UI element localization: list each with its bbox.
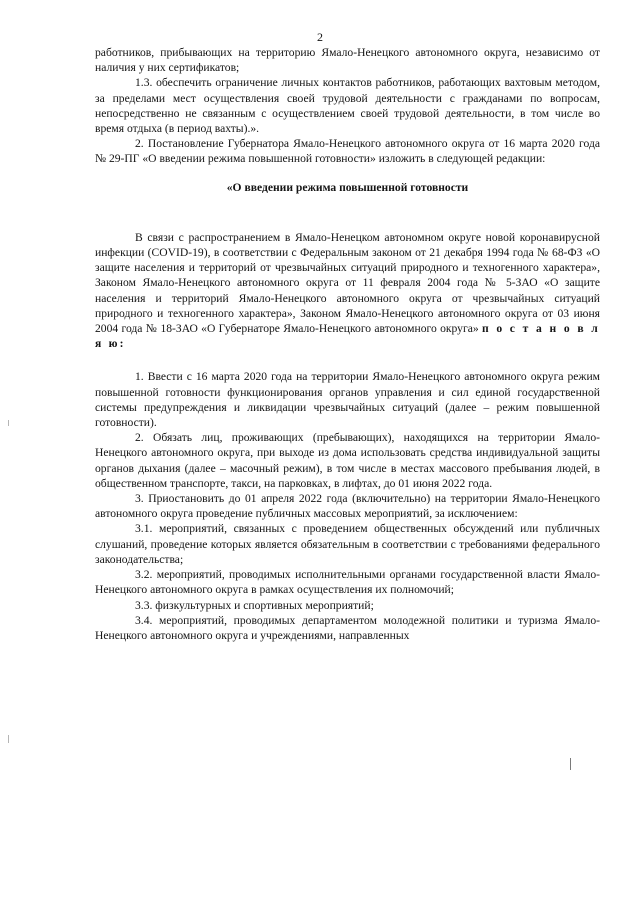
decree-item-3: 3. Приостановить до 01 апреля 2022 года (включительно) на территории Ямало-Ненецкого автономного округа проведение публичных массовых мероприятий, за исключением: <box>95 492 600 521</box>
decree-word: п о с т а н о в л я ю: <box>95 322 600 351</box>
page-number: 2 <box>317 30 323 44</box>
document-body <box>95 45 600 643</box>
paragraph-item-2-amendment: 2. Постановление Губернатора Ямало-Ненецкого автономного округа от 16 марта 2020 года № 29-ПГ «О введении режима повышенной готовности» изложить в следующей редакции: <box>95 137 600 166</box>
preamble-text: В связи с распространением в Ямало-Ненецком автономном округе новой коронавирусной инфекции (COVID-19), в соответствии с Федеральным законом от 21 декабря 1994 года № 68-ФЗ «О защите населения и территорий от чрезвычайных ситуаций природного и техногенного характера», Законом Ямало-Ненецкого автономного округа от 11 февраля 2004 года № 5-ЗАО «О защите населения и территорий Ямало-Ненецкого автономного округа от чрезвычайных ситуаций природного и техногенного характера», Законом Ямало-Ненецкого автономного округа от 03 июня 2004 года № 18-ЗАО «О Губернаторе Ямало-Ненецкого автономного округа» <box>95 230 600 336</box>
decree-title: «О введении режима повышенной готовности <box>226 180 469 194</box>
decree-item-3-2: 3.2. мероприятий, проводимых исполнительными органами государственной власти Ямало-Ненецкого автономного округа в рамках осуществления их полномочий; <box>95 568 600 597</box>
decree-preamble <box>95 230 600 352</box>
decree-item-2: 2. Обязать лиц, проживающих (пребывающих), находящихся на территории Ямало-Ненецкого автономного округа, при выходе из дома использовать средства индивидуальной защиты органов дыхания (далее – масочный режим), в том числе в местах массового пребывания людей, в общественном транспорте, такси, на парковках, в лифтах, до 01 июня 2022 года. <box>95 431 600 490</box>
scan-artifact-speck <box>8 735 9 743</box>
decree-item-1: 1. Ввести с 16 марта 2020 года на территории Ямало-Ненецкого автономного округа режим повышенной готовности функционирования органов управления и сил единой государственной системы предупреждения и ликвидации чрезвычайных ситуаций (далее – режим повышенной готовности). <box>95 370 600 430</box>
decree-item-3-1: 3.1. мероприятий, связанных с проведением общественных обсуждений или публичных слушаний, проведение которых является обязательным в соответствии с требованиями федерального законодательства; <box>95 522 600 566</box>
paragraph-item-1-3: 1.3. обеспечить ограничение личных контактов работников, работающих вахтовым методом, за пределами мест осуществления своей трудовой деятельности с гражданами по вопросам, непосредственно не связанным с осуществлением своей трудовой деятельности, в том числе во время отдыха (в период вахты).». <box>95 76 600 136</box>
scan-artifact-speck <box>8 420 9 426</box>
decree-item-3-4: 3.4. мероприятий, проводимых департаментом молодежной политики и туризма Ямало-Ненецкого автономного округа и учреждениями, направленных <box>95 613 600 642</box>
scan-artifact-mark <box>570 758 571 770</box>
paragraph-workers-continuation: работников, прибывающих на территорию Ямало-Ненецкого автономного округа, независимо от наличия у них сертификатов; <box>95 46 600 75</box>
decree-item-3-3: 3.3. физкультурных и спортивных мероприятий; <box>135 598 374 612</box>
